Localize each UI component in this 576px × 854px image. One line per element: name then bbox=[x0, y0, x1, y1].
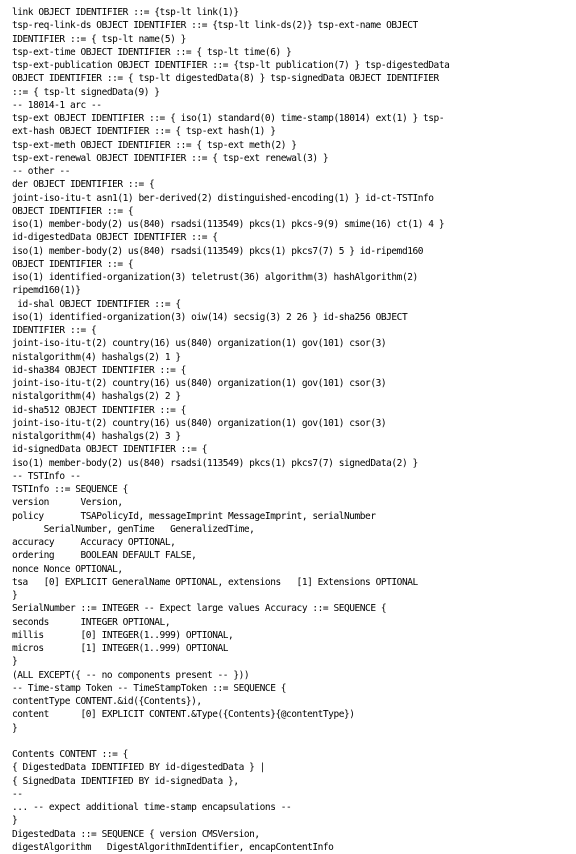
code-line: iso(1) member-body(2) us(840) rsadsi(113549) pkcs(1) pkcs7(7) signedData(2) } bbox=[12, 457, 418, 469]
code-line: tsp-ext-time OBJECT IDENTIFIER ::= { tsp-lt time(6) } bbox=[12, 46, 292, 58]
code-line: } bbox=[12, 590, 18, 601]
code-line: ::= { tsp-lt signedData(9) } bbox=[12, 86, 160, 98]
code-line: accuracy Accuracy OPTIONAL, bbox=[12, 537, 176, 548]
code-line: -- Time-stamp Token -- TimeStampToken ::= SEQUENCE { bbox=[12, 682, 287, 694]
code-line: tsp-req-link-ds OBJECT IDENTIFIER ::= {tsp-lt link-ds(2)} tsp-ext-name OBJECT bbox=[12, 20, 418, 32]
code-line: ... -- expect additional time-stamp encapsulations -- bbox=[12, 802, 292, 813]
code-line: OBJECT IDENTIFIER ::= { tsp-lt digestedData(8) } tsp-signedData OBJECT IDENTIFIER bbox=[12, 73, 439, 85]
code-line: digestAlgorithm DigestAlgorithmIdentifier, encapContentInfo bbox=[12, 841, 334, 853]
code-line: IDENTIFIER ::= { bbox=[12, 325, 97, 336]
code-line: ripemd160(1)} bbox=[12, 285, 81, 297]
code-line: { SignedData IDENTIFIED BY id-signedData }, bbox=[12, 775, 239, 787]
code-line: millis [0] INTEGER(1..999) OPTIONAL, bbox=[12, 629, 234, 641]
code-line: tsp-ext-publication OBJECT IDENTIFIER ::= {tsp-lt publication(7) } tsp-digestedData bbox=[12, 60, 450, 71]
code-line: version Version, bbox=[12, 497, 123, 509]
code-line: id-shal OBJECT IDENTIFIER ::= { bbox=[12, 298, 181, 310]
code-line: policy TSAPolicyId, messageImprint MessageImprint, serialNumber bbox=[12, 510, 376, 522]
code-line: micros [1] INTEGER(1..999) OPTIONAL bbox=[12, 643, 229, 654]
code-line bbox=[12, 735, 576, 748]
code-line: OBJECT IDENTIFIER ::= { bbox=[12, 205, 134, 217]
code-line: } bbox=[12, 722, 18, 734]
code-line: } bbox=[12, 656, 18, 668]
code-line: nistalgorithm(4) hashalgs(2) 2 } bbox=[12, 391, 181, 403]
code-line: tsp-ext OBJECT IDENTIFIER ::= { iso(1) standard(0) time-stamp(18014) ext(1) } tsp- bbox=[12, 113, 445, 124]
code-line: (ALL EXCEPT({ -- no components present -- })) bbox=[12, 669, 250, 681]
code-line: IDENTIFIER ::= { tsp-lt name(5) } bbox=[12, 33, 186, 45]
code-line: id-signedData OBJECT IDENTIFIER ::= { bbox=[12, 444, 207, 456]
code-line: joint-iso-itu-t(2) country(16) us(840) organization(1) gov(101) csor(3) bbox=[12, 417, 387, 429]
code-line: tsp-ext-meth OBJECT IDENTIFIER ::= { tsp-ext meth(2) } bbox=[12, 139, 297, 151]
code-line: } bbox=[12, 815, 18, 827]
code-line: joint-iso-itu-t(2) country(16) us(840) organization(1) gov(101) csor(3) bbox=[12, 378, 387, 389]
code-line: der OBJECT IDENTIFIER ::= { bbox=[12, 179, 155, 191]
code-line: -- bbox=[12, 788, 23, 800]
code-line: content [0] EXPLICIT CONTENT.&Type({Contents}{@contentType}) bbox=[12, 709, 355, 721]
code-line: id-sha384 OBJECT IDENTIFIER ::= { bbox=[12, 364, 186, 376]
code-line: OBJECT IDENTIFIER ::= { bbox=[12, 258, 134, 270]
code-line: id-digestedData OBJECT IDENTIFIER ::= { bbox=[12, 232, 218, 244]
code-line: ordering BOOLEAN DEFAULT FALSE, bbox=[12, 550, 197, 562]
code-line: nonce Nonce OPTIONAL, bbox=[12, 563, 123, 575]
code-line: tsa [0] EXPLICIT GeneralName OPTIONAL, extensions [1] Extensions OPTIONAL bbox=[12, 576, 418, 588]
code-line: tsp-ext-renewal OBJECT IDENTIFIER ::= { tsp-ext renewal(3) } bbox=[12, 152, 329, 164]
code-line: Contents CONTENT ::= { bbox=[12, 749, 128, 760]
code-line: joint-iso-itu-t(2) country(16) us(840) organization(1) gov(101) csor(3) bbox=[12, 338, 387, 350]
code-line: SerialNumber, genTime GeneralizedTime, bbox=[12, 523, 255, 535]
code-line: nistalgorithm(4) hashalgs(2) 3 } bbox=[12, 431, 181, 442]
code-line: seconds INTEGER OPTIONAL, bbox=[12, 616, 171, 628]
code-line: ext-hash OBJECT IDENTIFIER ::= { tsp-ext hash(1) } bbox=[12, 126, 276, 138]
code-line: iso(1) member-body(2) us(840) rsadsi(113549) pkcs(1) pkcs-9(9) smime(16) ct(1) 4 } bbox=[12, 219, 445, 230]
code-line: iso(1) identified-organization(3) teletrust(36) algorithm(3) hashAlgorithm(2) bbox=[12, 272, 418, 283]
code-line: joint-iso-itu-t asn1(1) ber-derived(2) distinguished-encoding(1) } id-ct-TSTInfo bbox=[12, 192, 434, 204]
code-line: { DigestedData IDENTIFIED BY id-digestedData } | bbox=[12, 762, 265, 774]
code-line: nistalgorithm(4) hashalgs(2) 1 } bbox=[12, 351, 181, 363]
code-line: contentType CONTENT.&id({Contents}), bbox=[12, 696, 202, 707]
code-line: TSTInfo ::= SEQUENCE { bbox=[12, 484, 128, 495]
code-line: link OBJECT IDENTIFIER ::= {tsp-lt link(1)} bbox=[12, 7, 239, 18]
code-line: -- other -- bbox=[12, 166, 70, 177]
code-line: DigestedData ::= SEQUENCE { version CMSVersion, bbox=[12, 828, 260, 840]
code-line: id-sha512 OBJECT IDENTIFIER ::= { bbox=[12, 404, 186, 416]
code-line: -- 18014-1 arc -- bbox=[12, 99, 102, 111]
code-line: iso(1) identified-organization(3) oiw(14) secsig(3) 2 26 } id-sha256 OBJECT bbox=[12, 311, 408, 323]
code-line: iso(1) member-body(2) us(840) rsadsi(113549) pkcs(1) pkcs7(7) 5 } id-ripemd160 bbox=[12, 245, 424, 257]
code-line: SerialNumber ::= INTEGER -- Expect large values Accuracy ::= SEQUENCE { bbox=[12, 603, 387, 615]
code-line: -- TSTInfo -- bbox=[12, 470, 81, 482]
